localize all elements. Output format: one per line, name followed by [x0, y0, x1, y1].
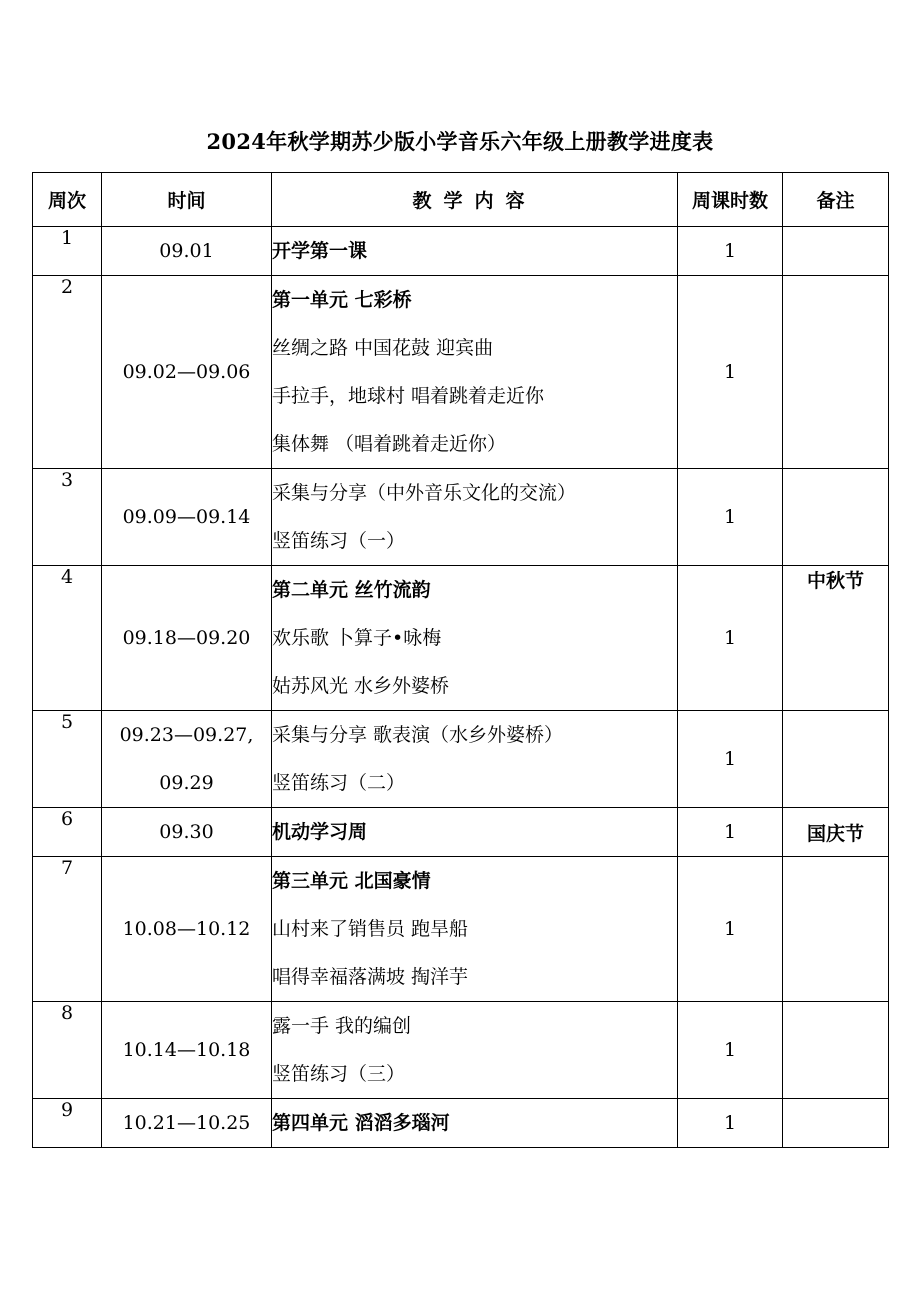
- time-cell: [102, 1099, 272, 1148]
- table-row: [33, 711, 889, 808]
- hours-cell: 1: [678, 566, 783, 711]
- lesson-line: 竖笛练习（一）: [272, 530, 406, 552]
- lesson-line: 姑苏风光 水乡外婆桥: [272, 675, 450, 697]
- time-text: 09.29: [159, 772, 214, 794]
- lesson-line: 手拉手，地球村 唱着跳着走近你: [272, 385, 545, 407]
- lesson-line: 采集与分享 歌表演（水乡外婆桥）: [272, 724, 564, 746]
- note-cell: [783, 469, 889, 566]
- week-cell: 6: [33, 808, 102, 857]
- time-text: 09.01: [159, 240, 214, 262]
- unit-title: 第四单元 滔滔多瑙河: [272, 1112, 450, 1134]
- week-cell: 8: [33, 1002, 102, 1099]
- content-cell: [272, 711, 678, 808]
- unit-title: 第一单元 七彩桥: [272, 289, 412, 311]
- time-text: 09.30: [159, 821, 214, 843]
- table-row: [33, 276, 889, 469]
- hours-cell: 1: [678, 857, 783, 1002]
- note-cell: 中秋节: [783, 566, 889, 711]
- week-cell: 1: [33, 227, 102, 276]
- note-cell: [783, 276, 889, 469]
- lesson-line: 丝绸之路 中国花鼓 迎宾曲: [272, 337, 494, 359]
- week-cell: 5: [33, 711, 102, 808]
- time-text: 09.02—09.06: [122, 361, 251, 383]
- time-cell: [102, 857, 272, 1002]
- week-cell: 9: [33, 1099, 102, 1148]
- header-hours: 周课时数: [678, 173, 783, 227]
- content-cell: [272, 1099, 678, 1148]
- header-row: [33, 173, 889, 227]
- content-cell: [272, 566, 678, 711]
- hours-cell: 1: [678, 276, 783, 469]
- time-text: 09.09—09.14: [122, 506, 251, 528]
- content-cell: [272, 276, 678, 469]
- note-cell: [783, 227, 889, 276]
- header-content: 教学内容: [272, 173, 678, 227]
- hours-cell: 1: [678, 711, 783, 808]
- unit-title: 开学第一课: [272, 240, 368, 262]
- header-week: 周次: [33, 173, 102, 227]
- table-row: [33, 227, 889, 276]
- unit-title: 第二单元 丝竹流韵: [272, 579, 431, 601]
- table-row: [33, 857, 889, 1002]
- table-row: [33, 469, 889, 566]
- time-text: 09.18—09.20: [122, 627, 251, 649]
- header-time: 时间: [102, 173, 272, 227]
- page-title: 2024年秋学期苏少版小学音乐六年级上册教学进度表: [206, 129, 714, 154]
- content-cell: [272, 227, 678, 276]
- time-cell: [102, 276, 272, 469]
- time-cell: [102, 227, 272, 276]
- hours-cell: 1: [678, 469, 783, 566]
- table-row: [33, 566, 889, 711]
- time-cell: [102, 808, 272, 857]
- unit-title: 机动学习周: [272, 821, 368, 843]
- table-row: [33, 808, 889, 857]
- week-cell: 4: [33, 566, 102, 711]
- schedule-table: [32, 172, 889, 1148]
- week-cell: 2: [33, 276, 102, 469]
- note-cell: [783, 857, 889, 1002]
- hours-cell: 1: [678, 1099, 783, 1148]
- content-cell: [272, 857, 678, 1002]
- note-cell: [783, 1002, 889, 1099]
- time-cell: [102, 711, 272, 808]
- table-row: [33, 1099, 889, 1148]
- note-cell: [783, 1099, 889, 1148]
- lesson-line: 竖笛练习（三）: [272, 1063, 406, 1085]
- content-cell: [272, 808, 678, 857]
- time-text: 10.14—10.18: [122, 1039, 251, 1061]
- time-text: 10.08—10.12: [122, 918, 251, 940]
- lesson-line: 欢乐歌 卜算子•咏梅: [272, 627, 442, 649]
- table-row: [33, 1002, 889, 1099]
- content-cell: [272, 469, 678, 566]
- content-cell: [272, 1002, 678, 1099]
- unit-title: 第三单元 北国豪情: [272, 870, 431, 892]
- lesson-line: 竖笛练习（二）: [272, 772, 406, 794]
- lesson-line: 山村来了销售员 跑旱船: [272, 918, 469, 940]
- note-cell: 国庆节: [783, 808, 889, 857]
- time-cell: [102, 566, 272, 711]
- week-cell: 7: [33, 857, 102, 1002]
- hours-cell: 1: [678, 227, 783, 276]
- time-text: 09.23—09.27,: [119, 724, 254, 746]
- lesson-line: 唱得幸福落满坡 掏洋芋: [272, 966, 469, 988]
- hours-cell: 1: [678, 1002, 783, 1099]
- time-cell: [102, 469, 272, 566]
- week-cell: 3: [33, 469, 102, 566]
- lesson-line: 采集与分享（中外音乐文化的交流）: [272, 482, 577, 504]
- hours-cell: 1: [678, 808, 783, 857]
- time-cell: [102, 1002, 272, 1099]
- lesson-line: 露一手 我的编创: [272, 1015, 412, 1037]
- lesson-line: 集体舞 （唱着跳着走近你）: [272, 433, 507, 455]
- header-note: 备注: [783, 173, 889, 227]
- note-cell: [783, 711, 889, 808]
- time-text: 10.21—10.25: [122, 1112, 251, 1134]
